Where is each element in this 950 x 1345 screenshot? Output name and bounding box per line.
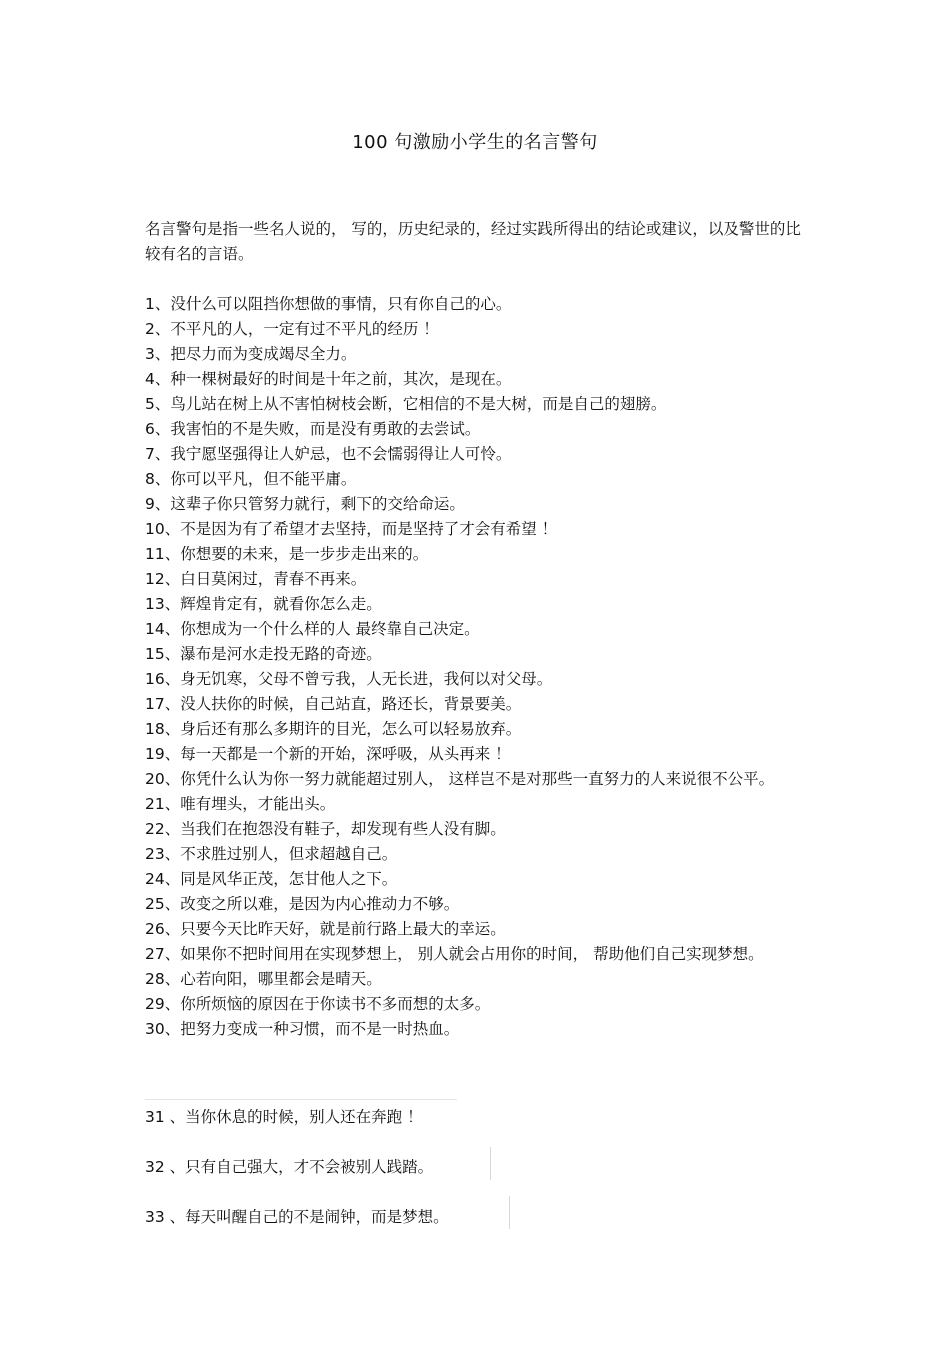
- list-item: 9、这辈子你只管努力就行，剩下的交给命运。: [145, 495, 465, 513]
- list-item: 28、心若向阳，哪里都会是晴天。: [145, 970, 382, 988]
- document-title: 100 句激励小学生的名言警句: [352, 132, 598, 153]
- list-item: 26、只要今天比昨天好，就是前行路上最大的幸运。: [145, 920, 506, 938]
- quote-list: [145, 292, 805, 1042]
- list-item: 10、不是因为有了希望才去坚持，而是坚持了才会有希望 ！: [145, 520, 558, 538]
- list-item: 19、每一天都是一个新的开始，深呼吸，从头再来 ！: [145, 745, 511, 763]
- list-item: 1、没什么可以阻挡你想做的事情，只有你自己的心。: [145, 295, 512, 313]
- list-item: 29、你所烦恼的原因在于你读书不多而想的太多。: [145, 995, 491, 1013]
- list-item: 23、不求胜过别人，但求超越自己。: [145, 845, 398, 863]
- list-item: 27、如果你不把时间用在实现梦想上， 别人就会占用你的时间， 帮助他们自己实现梦想。: [145, 945, 764, 963]
- list-item: 11、你想要的未来，是一步步走出来的。: [145, 545, 429, 563]
- list-item: 22、当我们在抱怨没有鞋子，却发现有些人没有脚。: [145, 820, 506, 838]
- list-item: 12、白日莫闲过，青春不再来。: [145, 570, 367, 588]
- list-item: 6、我害怕的不是失败，而是没有勇敢的去尝试。: [145, 420, 481, 438]
- list-item: 13、辉煌肯定有，就看你怎么走。: [145, 595, 382, 613]
- list-item: 4、种一棵树最好的时间是十年之前，其次，是现在。: [145, 370, 512, 388]
- list-item: 5、鸟儿站在树上从不害怕树枝会断，它相信的不是大树，而是自己的翅膀。: [145, 395, 667, 413]
- divider: [145, 1099, 457, 1100]
- list-item: 33 、每天叫醒自己的不是闹钟，而是梦想。: [145, 1208, 449, 1226]
- list-item: 24、同是风华正茂，怎甘他人之下。: [145, 870, 398, 888]
- intro-paragraph: 名言警句是指一些名人说的， 写的，历史纪录的，经过实践所得出的结论或建议，以及警世的比较有名的言语。: [145, 220, 801, 263]
- list-item: 31 、当你休息的时候，别人还在奔跑 ！: [145, 1108, 423, 1126]
- list-item: 15、瀑布是河水走投无路的奇迹。: [145, 645, 382, 663]
- list-item: 14、你想成为一个什么样的人 最终靠自己决定。: [145, 620, 480, 638]
- list-item: 17、没人扶你的时候，自己站直，路还长，背景要美。: [145, 695, 522, 713]
- list-item: 18、身后还有那么多期许的目光，怎么可以轻易放弃。: [145, 720, 522, 738]
- list-item: 20、你凭什么认为你一努力就能超过别人， 这样岂不是对那些一直努力的人来说很不公平。: [145, 770, 775, 788]
- list-item: 3、把尽力而为变成竭尽全力。: [145, 345, 357, 363]
- list-item: 25、改变之所以难，是因为内心推动力不够。: [145, 895, 460, 913]
- list-item: 7、我宁愿坚强得让人妒忌，也不会懦弱得让人可怜。: [145, 445, 512, 463]
- list-item: 30、把努力变成一种习惯，而不是一时热血。: [145, 1020, 460, 1038]
- list-item: 16、身无饥寒，父母不曾亏我，人无长进，我何以对父母。: [145, 670, 553, 688]
- list-item: 21、唯有埋头，才能出头。: [145, 795, 336, 813]
- list-item: 8、你可以平凡，但不能平庸。: [145, 470, 357, 488]
- list-item: 32 、只有自己强大，才不会被别人践踏。: [145, 1158, 434, 1176]
- list-item: 2、不平凡的人，一定有过不平凡的经历 ！: [145, 320, 439, 338]
